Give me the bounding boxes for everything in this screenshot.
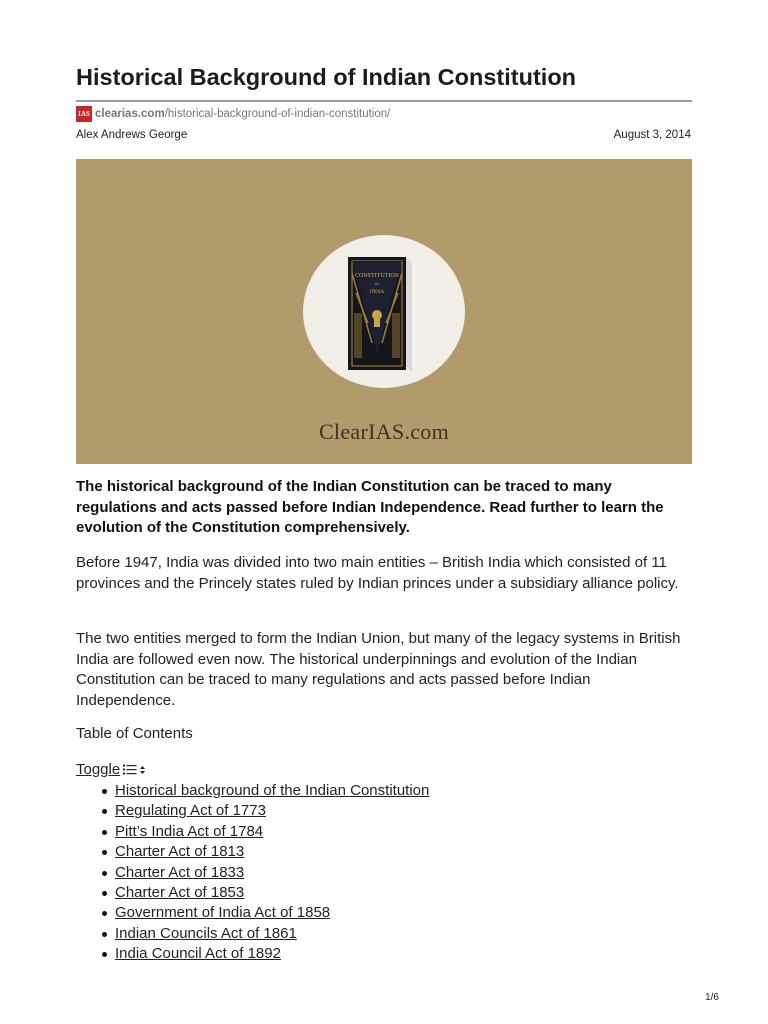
list-icon[interactable] [123, 764, 137, 775]
toc-item [115, 801, 429, 821]
toc-item [115, 781, 429, 801]
page-number: 1/6 [705, 992, 719, 1003]
toc-link[interactable]: Government of India Act of 1858 [115, 904, 331, 922]
publish-date: August 3, 2014 [613, 129, 691, 141]
author-name: Alex Andrews George [76, 129, 188, 141]
book-title-line3: INDIA [369, 290, 385, 295]
page-title: Historical Background of Indian Constitution [76, 64, 577, 90]
toc-link[interactable]: Indian Councils Act of 1861 [115, 924, 297, 942]
book-title-line2: of [375, 281, 379, 286]
toc-item [115, 883, 429, 903]
hero-image [76, 159, 692, 464]
title-divider [76, 100, 692, 102]
toc-toggle[interactable] [76, 761, 146, 778]
book-title-line1: CONSTITUTION [355, 273, 399, 279]
source-url[interactable] [76, 106, 390, 122]
toc-link[interactable]: Pitt’s India Act of 1784 [115, 822, 264, 840]
toc-link[interactable]: Historical background of the Indian Constitution [115, 782, 430, 799]
toc-toggle-label[interactable]: Toggle [76, 761, 121, 778]
toc-item [115, 822, 429, 842]
toc-item [115, 863, 429, 883]
sort-arrows-icon[interactable] [139, 765, 146, 775]
toc-link[interactable]: Charter Act of 1833 [115, 863, 245, 881]
toc-list [76, 781, 429, 965]
article-meta [76, 129, 691, 141]
toc-item [115, 944, 429, 964]
hero-brand-text: ClearIAS.com [318, 419, 450, 444]
clearias-favicon-icon: IAS [76, 106, 92, 122]
body-paragraph-1: Before 1947, India was divided into two main entities – British India which consisted of 11 provinces and the Princely states ruled by Indian princes under a subsidiary alliance policy. [76, 554, 679, 592]
toc-item [115, 924, 429, 944]
body-paragraph-2: The two entities merged to form the Indian Union, but many of the legacy systems in British India are followed even now. The historical underpinnings and evolution of the Indian Constitution can be traced to many regulations and acts passed before Indian Independence. [76, 630, 681, 709]
lead-paragraph: The historical background of the Indian Constitution can be traced to many regulations and acts passed before Indian Independence. Read further to learn the evolution of the Constitution comprehensively. [76, 478, 664, 536]
toc-title: Table of Contents [76, 725, 193, 742]
hero-circle [303, 235, 465, 388]
toc-item [115, 842, 429, 862]
source-path[interactable]: /historical-background-of-indian-constitution/ [164, 108, 391, 120]
toc-link[interactable]: Charter Act of 1813 [115, 843, 245, 861]
toc-item [115, 903, 429, 923]
source-domain[interactable]: clearias.com [95, 108, 165, 120]
constitution-book-icon [348, 253, 412, 372]
toc-link[interactable]: Charter Act of 1853 [115, 884, 245, 902]
toc-link[interactable]: Regulating Act of 1773 [115, 802, 266, 820]
toc-link[interactable]: India Council Act of 1892 [115, 945, 281, 963]
